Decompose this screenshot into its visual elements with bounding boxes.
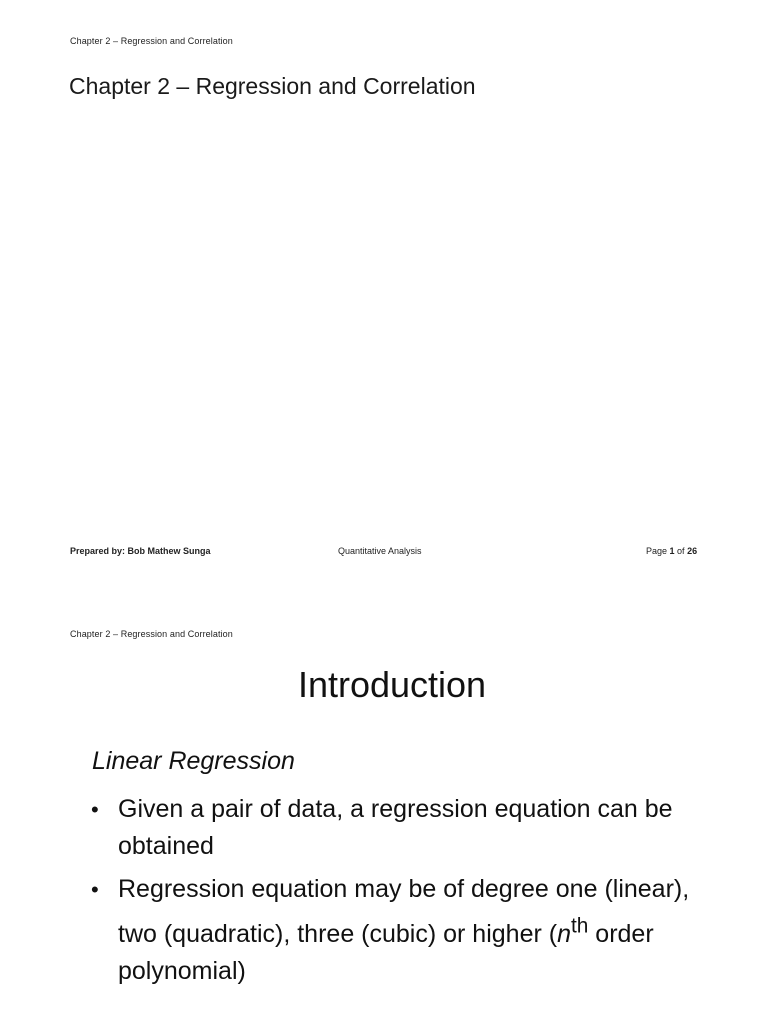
ordinal-suffix: th <box>570 915 589 938</box>
bullet-icon: • <box>91 877 99 902</box>
slide-title: Introduction <box>297 664 487 705</box>
page-label: Page <box>646 546 670 556</box>
running-header: Chapter 2 – Regression and Correlation <box>70 36 233 46</box>
bullet-text-part: order polynomial) <box>118 920 654 986</box>
bullet-icon: • <box>91 797 99 822</box>
page-of-label: of <box>674 546 688 556</box>
running-header: Chapter 2 – Regression and Correlation <box>70 629 233 639</box>
bullet-text-part: Regression equation may be of degree one (linear), two (quadratic), three (cubic) or higher ( <box>118 875 690 949</box>
current-page: 1 <box>669 546 675 556</box>
chapter-title: Chapter 2 – Regression and Correlation <box>69 73 476 99</box>
footer-course: Quantitative Analysis <box>338 546 422 556</box>
bullet-item <box>88 791 728 865</box>
total-pages: 26 <box>687 546 698 556</box>
bullet-text <box>118 875 689 985</box>
slide-subtitle: Linear Regression <box>92 747 295 775</box>
footer-author: Prepared by: Bob Mathew Sunga <box>70 546 211 556</box>
bullet-text: Given a pair of data, a regression equation can be obtained <box>118 795 673 860</box>
bullet-list <box>88 791 728 996</box>
footer-page-number <box>646 545 697 557</box>
document-page-2 <box>0 592 768 1024</box>
bullet-item <box>88 871 728 990</box>
math-variable: n <box>557 920 571 949</box>
